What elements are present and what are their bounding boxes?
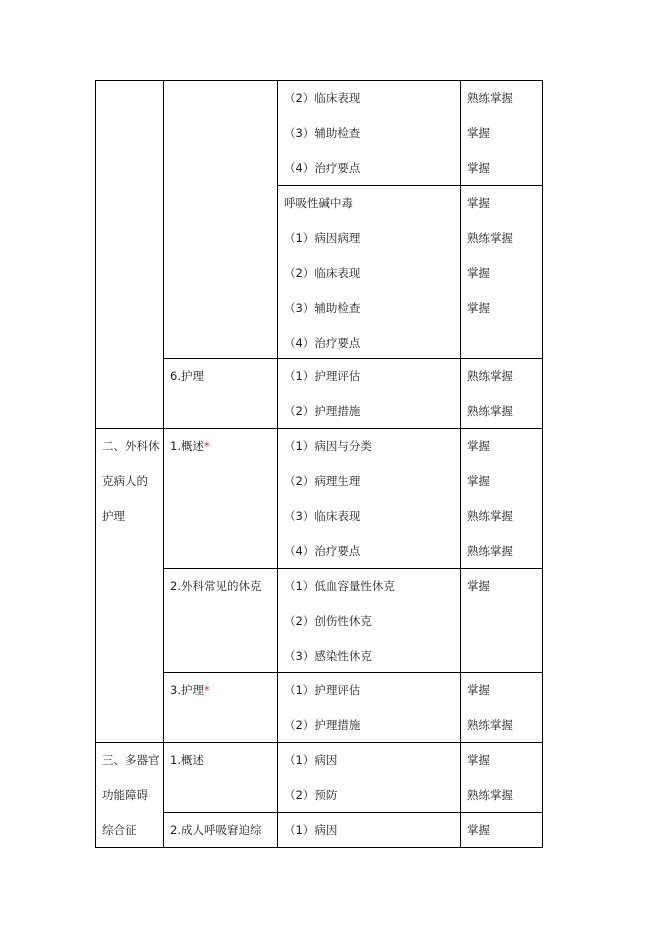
cell-text xyxy=(467,359,542,394)
cell-text-value: 掌握 xyxy=(467,683,490,697)
cell-text xyxy=(170,743,277,778)
cell-text xyxy=(102,743,163,778)
cell-text-value: 熟练掌握 xyxy=(467,404,513,418)
cell-text xyxy=(284,81,460,116)
cell-text xyxy=(467,429,542,464)
cell-text xyxy=(284,813,460,848)
cell-text xyxy=(284,151,460,186)
cell-text-value: 熟练掌握 xyxy=(467,509,513,523)
topic-cell xyxy=(163,742,278,813)
requirement-cell xyxy=(460,358,543,429)
cell-text xyxy=(284,464,460,499)
content-cell xyxy=(277,358,461,429)
content-cell xyxy=(277,428,461,569)
content-cell xyxy=(277,80,461,186)
cell-text-value: （1）护理评估 xyxy=(284,369,361,383)
key-point-star: * xyxy=(203,439,210,453)
cell-text xyxy=(467,708,542,743)
cell-text xyxy=(284,291,460,326)
cell-text xyxy=(467,778,542,813)
cell-text xyxy=(467,534,542,569)
cell-text-value: 掌握 xyxy=(467,579,490,593)
cell-text xyxy=(467,499,542,534)
requirement-cell xyxy=(460,568,543,673)
cell-text-value: （4）治疗要点 xyxy=(284,336,361,350)
cell-text xyxy=(284,429,460,464)
cell-text-value: 掌握 xyxy=(467,266,490,280)
cell-text-value: （1）病因 xyxy=(284,823,338,837)
cell-text xyxy=(467,151,542,186)
cell-text xyxy=(467,464,542,499)
topic-cell xyxy=(163,672,278,743)
cell-text-value: 掌握 xyxy=(467,753,490,767)
cell-text-value: 三、多器官 xyxy=(102,753,160,767)
cell-text xyxy=(467,813,542,848)
requirement-cell xyxy=(460,742,543,813)
cell-text xyxy=(467,743,542,778)
topic-cell xyxy=(163,358,278,429)
cell-text xyxy=(102,464,163,499)
cell-text xyxy=(284,673,460,708)
cell-text xyxy=(467,81,542,116)
section-cell xyxy=(95,428,164,743)
cell-text-value: （3）辅助检查 xyxy=(284,126,361,140)
section-cell xyxy=(95,742,164,848)
cell-text xyxy=(102,813,163,848)
cell-text xyxy=(170,673,277,708)
cell-text xyxy=(284,743,460,778)
cell-text-value: （1）病因病理 xyxy=(284,231,361,245)
cell-text-value: 熟练掌握 xyxy=(467,369,513,383)
content-cell xyxy=(277,812,461,848)
cell-text-value: （2）预防 xyxy=(284,788,338,802)
cell-text-value: 掌握 xyxy=(467,439,490,453)
cell-text-value: 掌握 xyxy=(467,196,490,210)
cell-text-value: 掌握 xyxy=(467,474,490,488)
cell-text xyxy=(467,394,542,429)
content-cell xyxy=(277,672,461,743)
cell-text-value: （2）临床表现 xyxy=(284,266,361,280)
cell-text-value: 熟练掌握 xyxy=(467,91,513,105)
cell-text-value: 1.概述 xyxy=(170,439,204,453)
cell-text xyxy=(102,429,163,464)
cell-text xyxy=(284,708,460,743)
cell-text-value: 二、外科休 xyxy=(102,439,160,453)
key-point-star: * xyxy=(203,683,210,697)
requirement-cell xyxy=(460,672,543,743)
requirement-cell xyxy=(460,428,543,569)
cell-text-value: 掌握 xyxy=(467,126,490,140)
cell-text-value: （4）治疗要点 xyxy=(284,544,361,558)
cell-text xyxy=(467,116,542,151)
cell-text xyxy=(467,256,542,291)
cell-text-value: （1）病因与分类 xyxy=(284,439,372,453)
cell-text xyxy=(467,186,542,221)
requirement-cell xyxy=(460,812,543,848)
cell-text xyxy=(284,256,460,291)
content-cell xyxy=(277,568,461,673)
topic-cell xyxy=(163,812,278,848)
topic-cell xyxy=(163,80,278,359)
cell-text-value: 1.概述 xyxy=(170,753,204,767)
cell-text-value: 2.成人呼吸窘迫综 xyxy=(170,823,262,837)
cell-text xyxy=(284,569,460,604)
cell-text-value: 2.外科常见的休克 xyxy=(170,579,262,593)
cell-text xyxy=(284,221,460,256)
cell-text-value: 熟练掌握 xyxy=(467,788,513,802)
cell-text-value: 熟练掌握 xyxy=(467,718,513,732)
cell-text-value: （3）临床表现 xyxy=(284,509,361,523)
topic-cell xyxy=(163,428,278,569)
requirement-cell xyxy=(460,185,543,359)
cell-text xyxy=(102,778,163,813)
section-cell xyxy=(95,80,164,429)
cell-text-value: 护理 xyxy=(102,509,125,523)
cell-text xyxy=(284,116,460,151)
cell-text xyxy=(170,359,277,394)
cell-text-value: （4）治疗要点 xyxy=(284,161,361,175)
cell-text xyxy=(102,499,163,534)
cell-text-value: （2）护理措施 xyxy=(284,404,361,418)
cell-text xyxy=(284,499,460,534)
cell-text-value: 掌握 xyxy=(467,823,490,837)
cell-text xyxy=(284,186,460,221)
cell-text xyxy=(467,673,542,708)
cell-text xyxy=(467,221,542,256)
cell-text-value: （1）病因 xyxy=(284,753,338,767)
cell-text-value: （3）辅助检查 xyxy=(284,301,361,315)
cell-text xyxy=(284,359,460,394)
cell-text-value: 掌握 xyxy=(467,161,490,175)
cell-text-value: 综合征 xyxy=(102,823,137,837)
content-cell xyxy=(277,742,461,813)
cell-text xyxy=(467,569,542,604)
cell-text-value: （2）临床表现 xyxy=(284,91,361,105)
cell-text xyxy=(284,639,460,674)
requirement-cell xyxy=(460,80,543,186)
cell-text xyxy=(284,604,460,639)
cell-text xyxy=(170,813,277,848)
cell-text-value: 熟练掌握 xyxy=(467,231,513,245)
cell-text-value: 6.护理 xyxy=(170,369,204,383)
cell-text xyxy=(284,326,460,361)
cell-text-value: （1）低血容量性休克 xyxy=(284,579,395,593)
cell-text-value: 熟练掌握 xyxy=(467,544,513,558)
cell-text-value: 克病人的 xyxy=(102,474,148,488)
cell-text xyxy=(284,394,460,429)
cell-text xyxy=(170,569,277,604)
cell-text xyxy=(467,291,542,326)
cell-text-value: 掌握 xyxy=(467,301,490,315)
cell-text xyxy=(170,429,277,464)
topic-cell xyxy=(163,568,278,673)
cell-text xyxy=(284,778,460,813)
cell-text-value: （2）病理生理 xyxy=(284,474,361,488)
cell-text-value: （2）护理措施 xyxy=(284,718,361,732)
content-cell xyxy=(277,185,461,359)
cell-text-value: （1）护理评估 xyxy=(284,683,361,697)
cell-text-value: 功能障碍 xyxy=(102,788,148,802)
cell-text-value: 3.护理 xyxy=(170,683,204,697)
cell-text xyxy=(284,534,460,569)
cell-text-value: 呼吸性碱中毒 xyxy=(284,196,353,210)
cell-text-value: （2）创伤性休克 xyxy=(284,614,372,628)
cell-text-value: （3）感染性休克 xyxy=(284,649,372,663)
